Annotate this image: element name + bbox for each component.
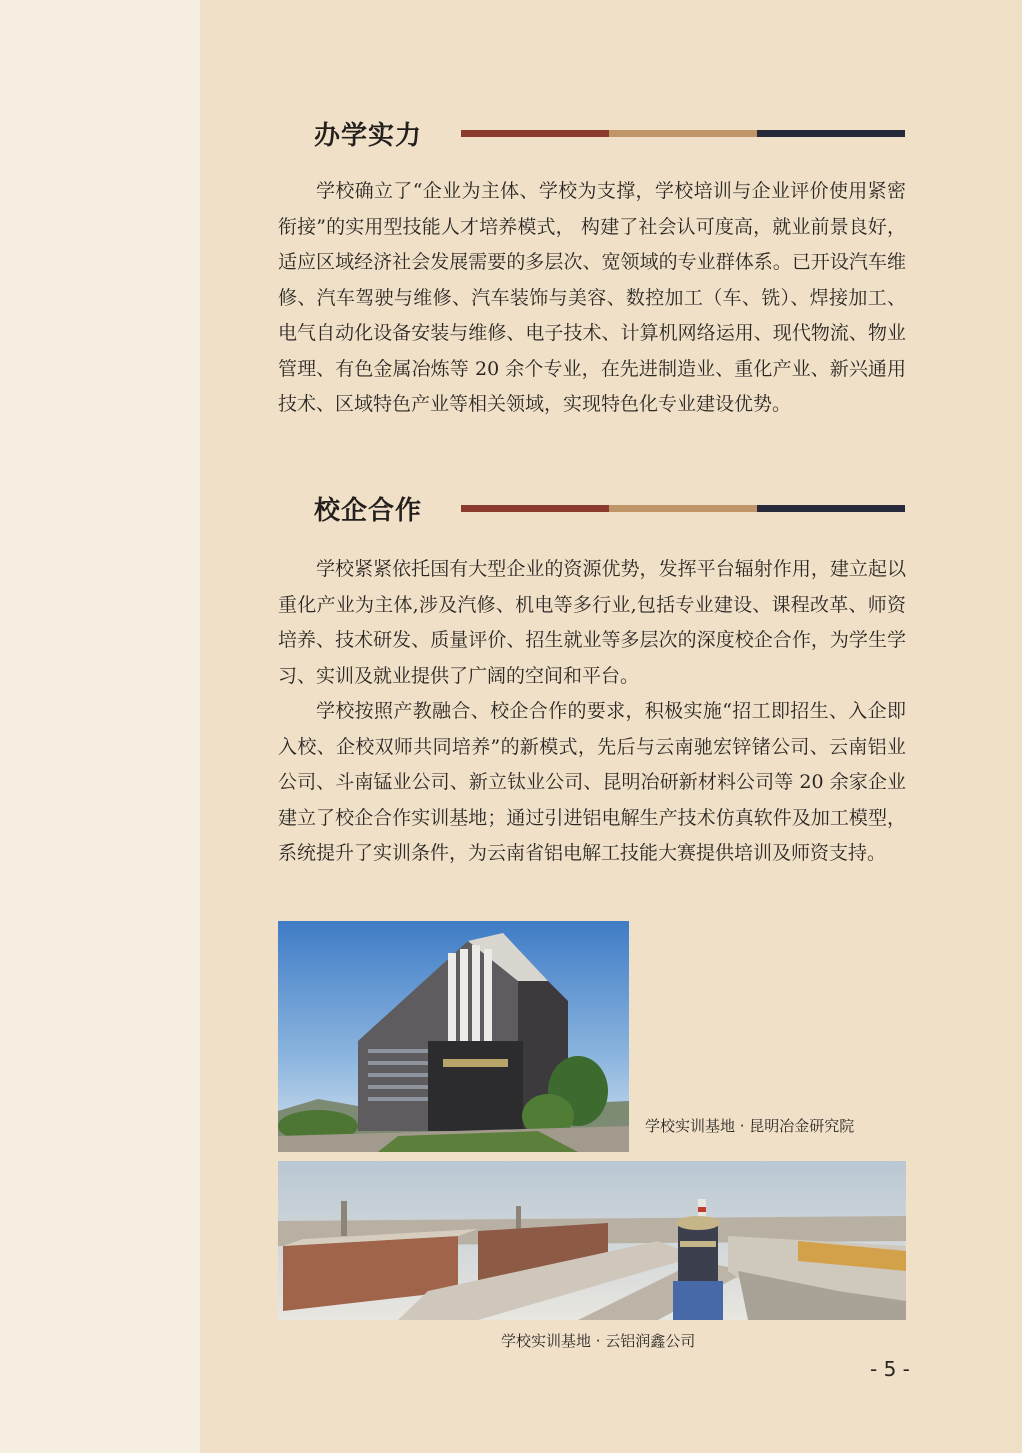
title-rule (461, 130, 905, 137)
photo-caption-aluminum-plant: 学校实训基地 · 云铝润鑫公司 (501, 1332, 696, 1350)
rule-segment-navy (757, 505, 905, 512)
paragraph-strength: 学校确立了“企业为主体、学校为支撑，学校培训与企业评价使用紧密衔接”的实用型技能人才培养模式， 构建了社会认可度高，就业前景良好，适应区域经济社会发展需要的多层次、宽领域的专业群体系。已开设汽车维修、汽车驾驶与维修、汽车装饰与美容、数控加工（车、铣）、焊接加工、电气自动化设备安装与维修、电子技术、计算机网络运用、现代物流、物业管理、有色金属冶炼等 20 余个专业，在先进制造业、重化产业、新兴通用技术、区域特色产业等相关领域，实现特色化专业建设优势。 (278, 180, 906, 415)
photo-aluminum-plant (278, 1161, 906, 1320)
aluminum-plant-image (278, 1161, 906, 1320)
paragraph-cooperation-2: 学校按照产教融合、校企合作的要求，积极实施“招工即招生、入企即入校、企校双师共同培养”的新模式，先后与云南驰宏锌锗公司、云南铝业公司、斗南锰业公司、新立钛业公司、昆明冶研新材料公司等 20 余家企业建立了校企合作实训基地；通过引进铝电解生产技术仿真软件及加工模型，系统提升了实训条件，为云南省铝电解工技能大赛提供培训及师资支持。 (278, 700, 906, 864)
rule-segment-red (461, 130, 609, 137)
title-rule (461, 505, 905, 512)
rule-segment-tan (609, 130, 757, 137)
rule-segment-navy (757, 130, 905, 137)
page-number: - 5 - (870, 1357, 910, 1381)
left-margin-strip (0, 0, 200, 1453)
research-institute-image (278, 921, 629, 1152)
section-title-cooperation: 校企合作 (314, 496, 423, 526)
photo-caption-research-institute: 学校实训基地 · 昆明冶金研究院 (645, 1117, 855, 1135)
section-title-strength: 办学实力 (314, 121, 423, 151)
photo-research-institute (278, 921, 629, 1152)
paragraph-cooperation-1: 学校紧紧依托国有大型企业的资源优势，发挥平台辐射作用，建立起以重化产业为主体,涉及汽修、机电等多行业,包括专业建设、课程改革、师资培养、技术研发、质量评价、招生就业等多层次的深度校企合作，为学生学习、实训及就业提供了广阔的空间和平台。 (278, 558, 906, 687)
rule-segment-red (461, 505, 609, 512)
rule-segment-tan (609, 505, 757, 512)
